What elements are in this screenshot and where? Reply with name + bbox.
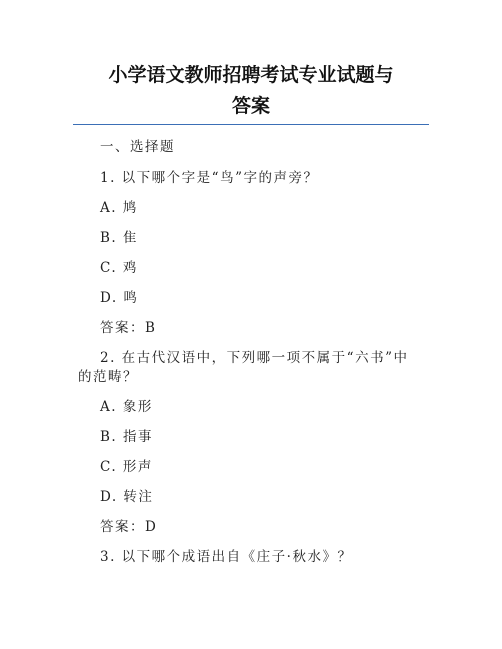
q2-answer: 答案：D — [100, 519, 158, 535]
question-2-line-1: 2. 在古代汉语中，下列哪一项不属于“六书”中 — [100, 350, 409, 366]
q2-option-a: A. 象形 — [100, 399, 153, 415]
q2-option-c: C. 形声 — [100, 459, 153, 475]
question-3: 3. 以下哪个成语出自《庄子·秋水》？ — [100, 549, 353, 565]
question-2-line-2: 的范畴？ — [78, 369, 138, 385]
q1-option-b: B. 隹 — [100, 230, 139, 246]
title-line-2: 答案 — [231, 95, 270, 117]
section-heading: 一、选择题 — [100, 139, 175, 155]
q2-option-d: D. 转注 — [100, 489, 154, 505]
title-divider — [73, 124, 429, 125]
q2-option-b: B. 指事 — [100, 429, 154, 445]
title-line-1: 小学语文教师招聘考试专业试题与 — [108, 64, 394, 86]
question-1: 1. 以下哪个字是“鸟”字的声旁？ — [100, 170, 319, 186]
document-body — [78, 130, 420, 566]
q1-option-d: D. 鸣 — [100, 290, 139, 306]
q1-answer: 答案：B — [100, 320, 157, 336]
q1-option-a: A. 鸠 — [100, 200, 138, 216]
document-title — [70, 60, 432, 122]
q1-option-c: C. 鸡 — [100, 260, 138, 276]
